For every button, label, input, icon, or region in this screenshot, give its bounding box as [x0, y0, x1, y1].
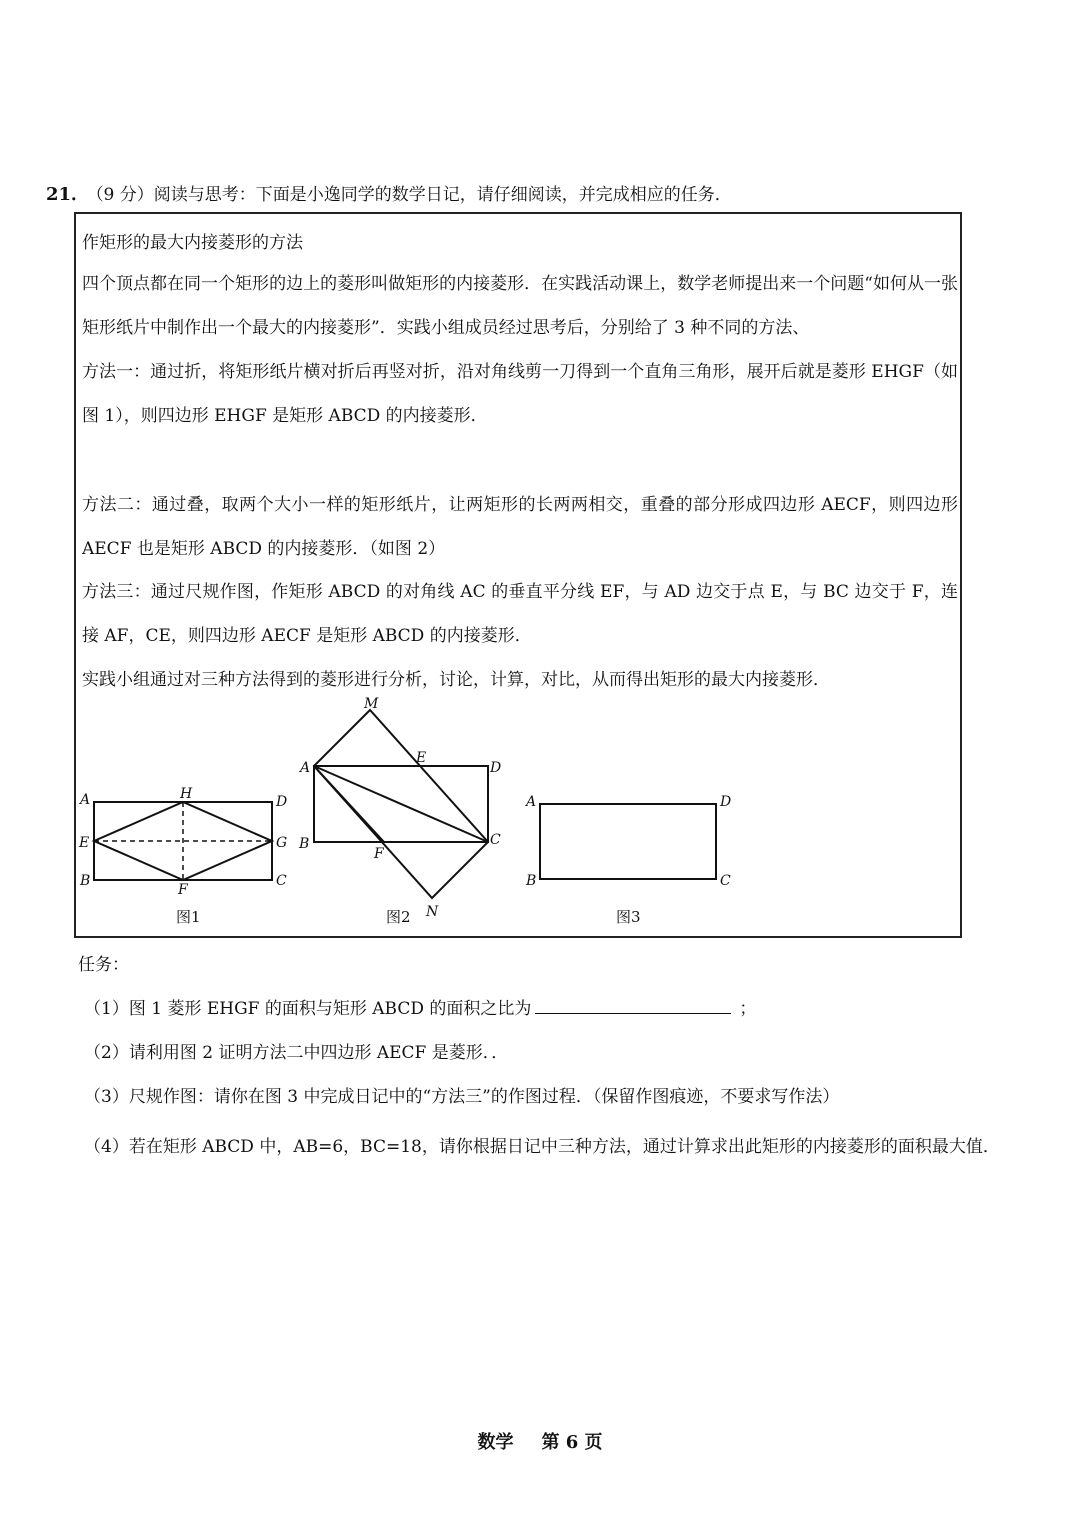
fig3-label-b: B [526, 873, 537, 889]
diary-box [74, 212, 962, 938]
footer-subject: 数学 [477, 1432, 514, 1453]
fig3-caption: 图3 [616, 908, 641, 926]
diary-method2: 方法二：通过叠，取两个大小一样的矩形纸片，让两矩形的长两两相交，重叠的部分形成四边形 AECF，则四边形 AECF 也是矩形 ABCD 的内接菱形．（如图 2） [82, 495, 958, 559]
fig2-label-e: E [416, 750, 427, 766]
figure-3 [540, 804, 716, 879]
fig2-caption: 图2 [386, 908, 411, 926]
diary-title: 作矩形的最大内接菱形的方法 [82, 233, 303, 253]
figures [76, 214, 960, 936]
answer-blank[interactable] [535, 997, 731, 1014]
fig2-label-m: M [364, 696, 379, 712]
fig1-label-b: B [80, 873, 91, 889]
fig3-label-c: C [720, 873, 731, 889]
fig1-label-f: F [178, 882, 188, 898]
diary-intro: 四个顶点都在同一个矩形的边上的菱形叫做矩形的内接菱形．在实践活动课上，数学老师提出来一个问题“如何从一张矩形纸片中制作出一个最大的内接菱形”．实践小组成员经过思考后，分别给了 3 种不同的方法、 [82, 274, 958, 338]
footer-page: 第 6 页 [541, 1432, 603, 1453]
task-1-text: （1）图 1 菱形 EHGF 的面积与矩形 ABCD 的面积之比为 [84, 999, 532, 1019]
fig2-label-a: A [300, 760, 311, 776]
task-2: （2）请利用图 2 证明方法二中四边形 AECF 是菱形．． [84, 1043, 509, 1063]
fig1-label-h: H [180, 786, 193, 802]
fig2-segment-af [314, 766, 384, 842]
diary-conclusion: 实践小组通过对三种方法得到的菱形进行分析，讨论，计算，对比，从而得出矩形的最大内接菱形． [82, 670, 830, 690]
fig2-label-b: B [299, 836, 310, 852]
fig1-label-d: D [276, 794, 288, 810]
fig2-label-c: C [490, 832, 501, 848]
page-footer [0, 1428, 1080, 1454]
fig1-label-g: G [276, 835, 288, 851]
figure-2 [314, 710, 488, 898]
fig3-label-d: D [720, 794, 732, 810]
tasks-label: 任务： [78, 955, 129, 975]
fig2-label-f: F [374, 846, 384, 862]
fig2-label-d: D [490, 760, 502, 776]
task-4: （4）若在矩形 ABCD 中，AB=6，BC=18，请你根据日记中三种方法，通过计算求出此矩形的内接菱形的面积最大值． [84, 1137, 1000, 1157]
figure-1 [94, 802, 272, 880]
question-header [46, 180, 1026, 206]
fig3-label-a: A [526, 794, 537, 810]
fig2-diagonal-ac [314, 766, 488, 842]
fig1-label-e: E [79, 835, 90, 851]
fig2-label-n: N [426, 904, 439, 920]
task-1-end: ； [739, 999, 757, 1019]
fig1-caption: 图1 [176, 908, 201, 926]
task-1 [84, 994, 756, 1019]
fig1-label-c: C [276, 873, 287, 889]
question-number: 21． [46, 184, 90, 205]
question-text: （9 分）阅读与思考：下面是小逸同学的数学日记，请仔细阅读，并完成相应的任务． [95, 185, 732, 205]
diary-method3: 方法三：通过尺规作图，作矩形 ABCD 的对角线 AC 的垂直平分线 EF，与 AD 边交于点 E，与 BC 边交于 F，连接 AF，CE，则四边形 AECF 是矩形 ABCD 的内接菱形． [82, 582, 958, 646]
fig3-rectangle [540, 804, 716, 879]
fig1-label-a: A [80, 792, 91, 808]
diary-method1: 方法一：通过折，将矩形纸片横对折后再竖对折，沿对角线剪一刀得到一个直角三角形，展开后就是菱形 EHGF（如图 1），则四边形 EHGF 是矩形 ABCD 的内接菱形． [82, 362, 958, 426]
task-3: （3）尺规作图：请你在图 3 中完成日记中的“方法三”的作图过程．（保留作图痕迹，不要求写作法） [84, 1087, 840, 1107]
